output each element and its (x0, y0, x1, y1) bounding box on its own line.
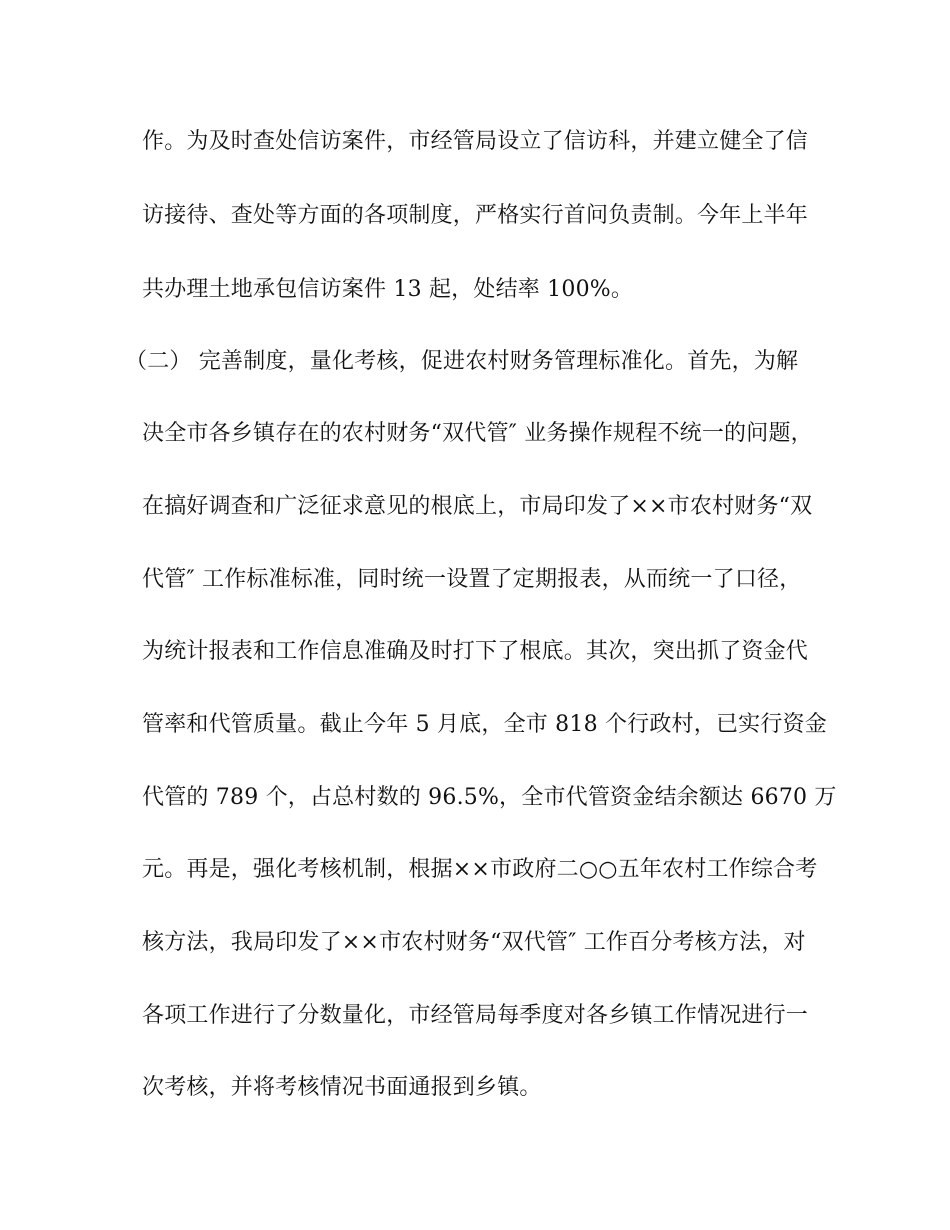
paragraph-line-13: 各项工作进行了分数量化，市经管局每季度对各乡镇工作情况进行一 (142, 1003, 809, 1028)
paragraph-line-6: 在搞好调查和广泛征求意见的根底上，市局印发了××市农村财务“双 (142, 494, 813, 519)
paragraph-line-1: 作。为及时查处信访案件，市经管局设立了信访科，并建立健全了信 (142, 129, 809, 154)
section-heading-line: （二） 完善制度，量化考核，促进农村财务管理标准化。首先，为解 (125, 349, 799, 374)
paragraph-line-11: 元。再是，强化考核机制，根据××市政府二○○五年农村工作综合考 (142, 857, 818, 882)
paragraph-line-10: 代管的 789 个，占总村数的 96.5%，全市代管资金结余额达 6670 万 (142, 785, 837, 810)
paragraph-line-5: 决全市各乡镇存在的农村财务“双代管″ 业务操作规程不统一的问题， (142, 421, 813, 446)
paragraph-line-8: 为统计报表和工作信息准确及时打下了根底。其次，突出抓了资金代 (142, 639, 809, 664)
paragraph-line-2: 访接待、查处等方面的各项制度，严格实行首问负责制。今年上半年 (142, 203, 809, 228)
paragraph-line-7: 代管″ 工作标准标准，同时统一设置了定期报表，从而统一了口径， (142, 567, 802, 592)
paragraph-line-14: 次考核，并将考核情况书面通报到乡镇。 (142, 1075, 542, 1100)
paragraph-line-12: 核方法，我局印发了××市农村财务“双代管″ 工作百分考核方法，对 (142, 930, 806, 955)
paragraph-line-9: 管率和代管质量。截止今年 5 月底，全市 818 个行政村，已实行资金 (142, 712, 827, 737)
paragraph-line-3: 共办理土地承包信访案件 13 起，处结率 100%。 (142, 277, 634, 302)
